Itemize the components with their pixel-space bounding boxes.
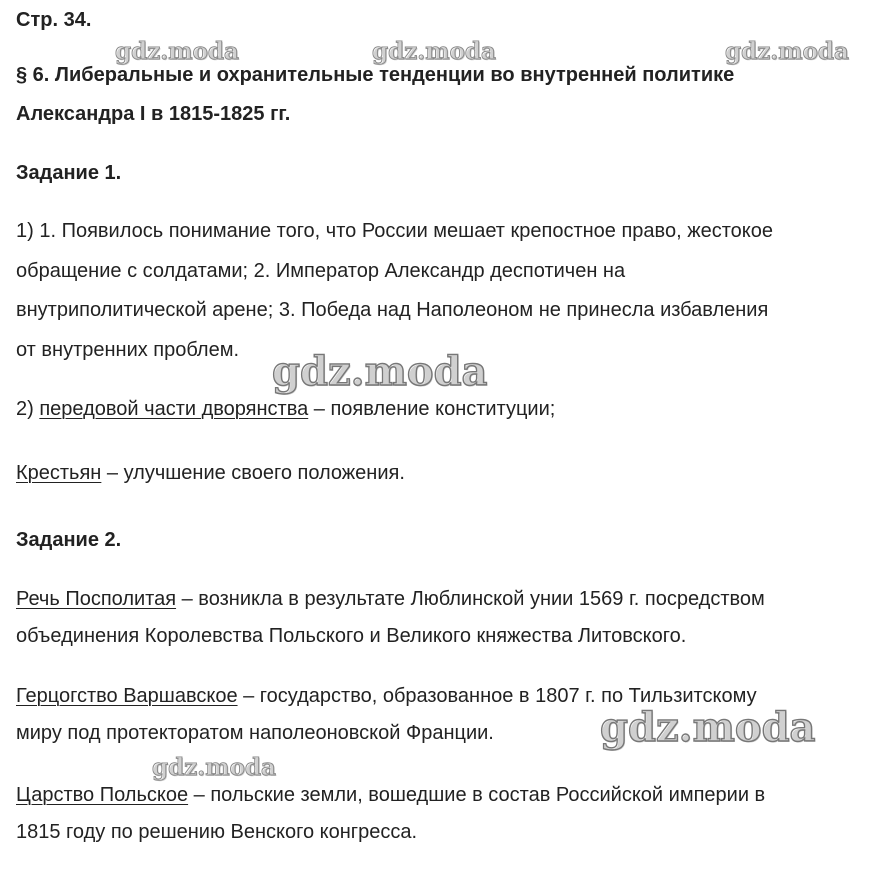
task1-p2-prefix: 2)	[16, 398, 40, 420]
task1-p2-rest: – появление конституции;	[308, 398, 556, 420]
task2-item-3-line-2: 1815 году по решению Венского конгресса.	[16, 821, 418, 843]
watermark: gdz.moda	[725, 38, 849, 65]
task2-item-2-rest: – государство, образованное в 1807 г. по Тильзитскому	[237, 685, 757, 707]
task2-item-1-line-2: объединения Королевства Польского и Великого княжества Литовского.	[16, 625, 687, 647]
task1-p3-term: Крестьян	[16, 462, 102, 484]
task2-item-3-term: Царство Польское	[16, 784, 189, 806]
watermark: gdz.moda	[272, 348, 488, 395]
section-title-line-2: Александра I в 1815-1825 гг.	[16, 103, 291, 125]
task2-item-3-line-1	[16, 783, 765, 807]
task1-p1-line-4: от внутренних проблем.	[16, 339, 240, 361]
task2-item-2-line-2: миру под протекторатом наполеоновской Франции.	[16, 722, 494, 744]
task1-p2	[16, 397, 555, 421]
task2-item-1-rest: – возникла в результате Люблинской унии 1569 г. посредством	[176, 588, 765, 610]
watermark: gdz.moda	[115, 38, 239, 65]
task2-item-1-line-1	[16, 587, 765, 611]
task2-heading: Задание 2.	[16, 529, 122, 551]
watermark: gdz.moda	[372, 38, 496, 65]
task2-item-1-term: Речь Посполитая	[16, 588, 177, 610]
task1-p3	[16, 461, 405, 485]
section-title-line-1: § 6. Либеральные и охранительные тенденции во внутренней политике	[16, 64, 735, 86]
task1-p1-line-3: внутриполитической арене; 3. Победа над Наполеоном не принесла избавления	[16, 299, 769, 321]
watermark: gdz.moda	[600, 704, 816, 751]
task1-p1-line-1: 1) 1. Появилось понимание того, что России мешает крепостное право, жестокое	[16, 220, 773, 242]
task1-p1-line-2: обращение с солдатами; 2. Император Александр деспотичен на	[16, 260, 626, 282]
task2-item-3-rest: – польские земли, вошедшие в состав Российской империи в	[188, 784, 766, 806]
watermark: gdz.moda	[152, 754, 276, 781]
task1-heading: Задание 1.	[16, 162, 122, 184]
page-label: Стр. 34.	[16, 9, 92, 31]
task1-p3-rest: – улучшение своего положения.	[101, 462, 405, 484]
task2-item-2-term: Герцогство Варшавское	[16, 685, 238, 707]
task1-p2-term: передовой части дворянства	[39, 398, 309, 420]
